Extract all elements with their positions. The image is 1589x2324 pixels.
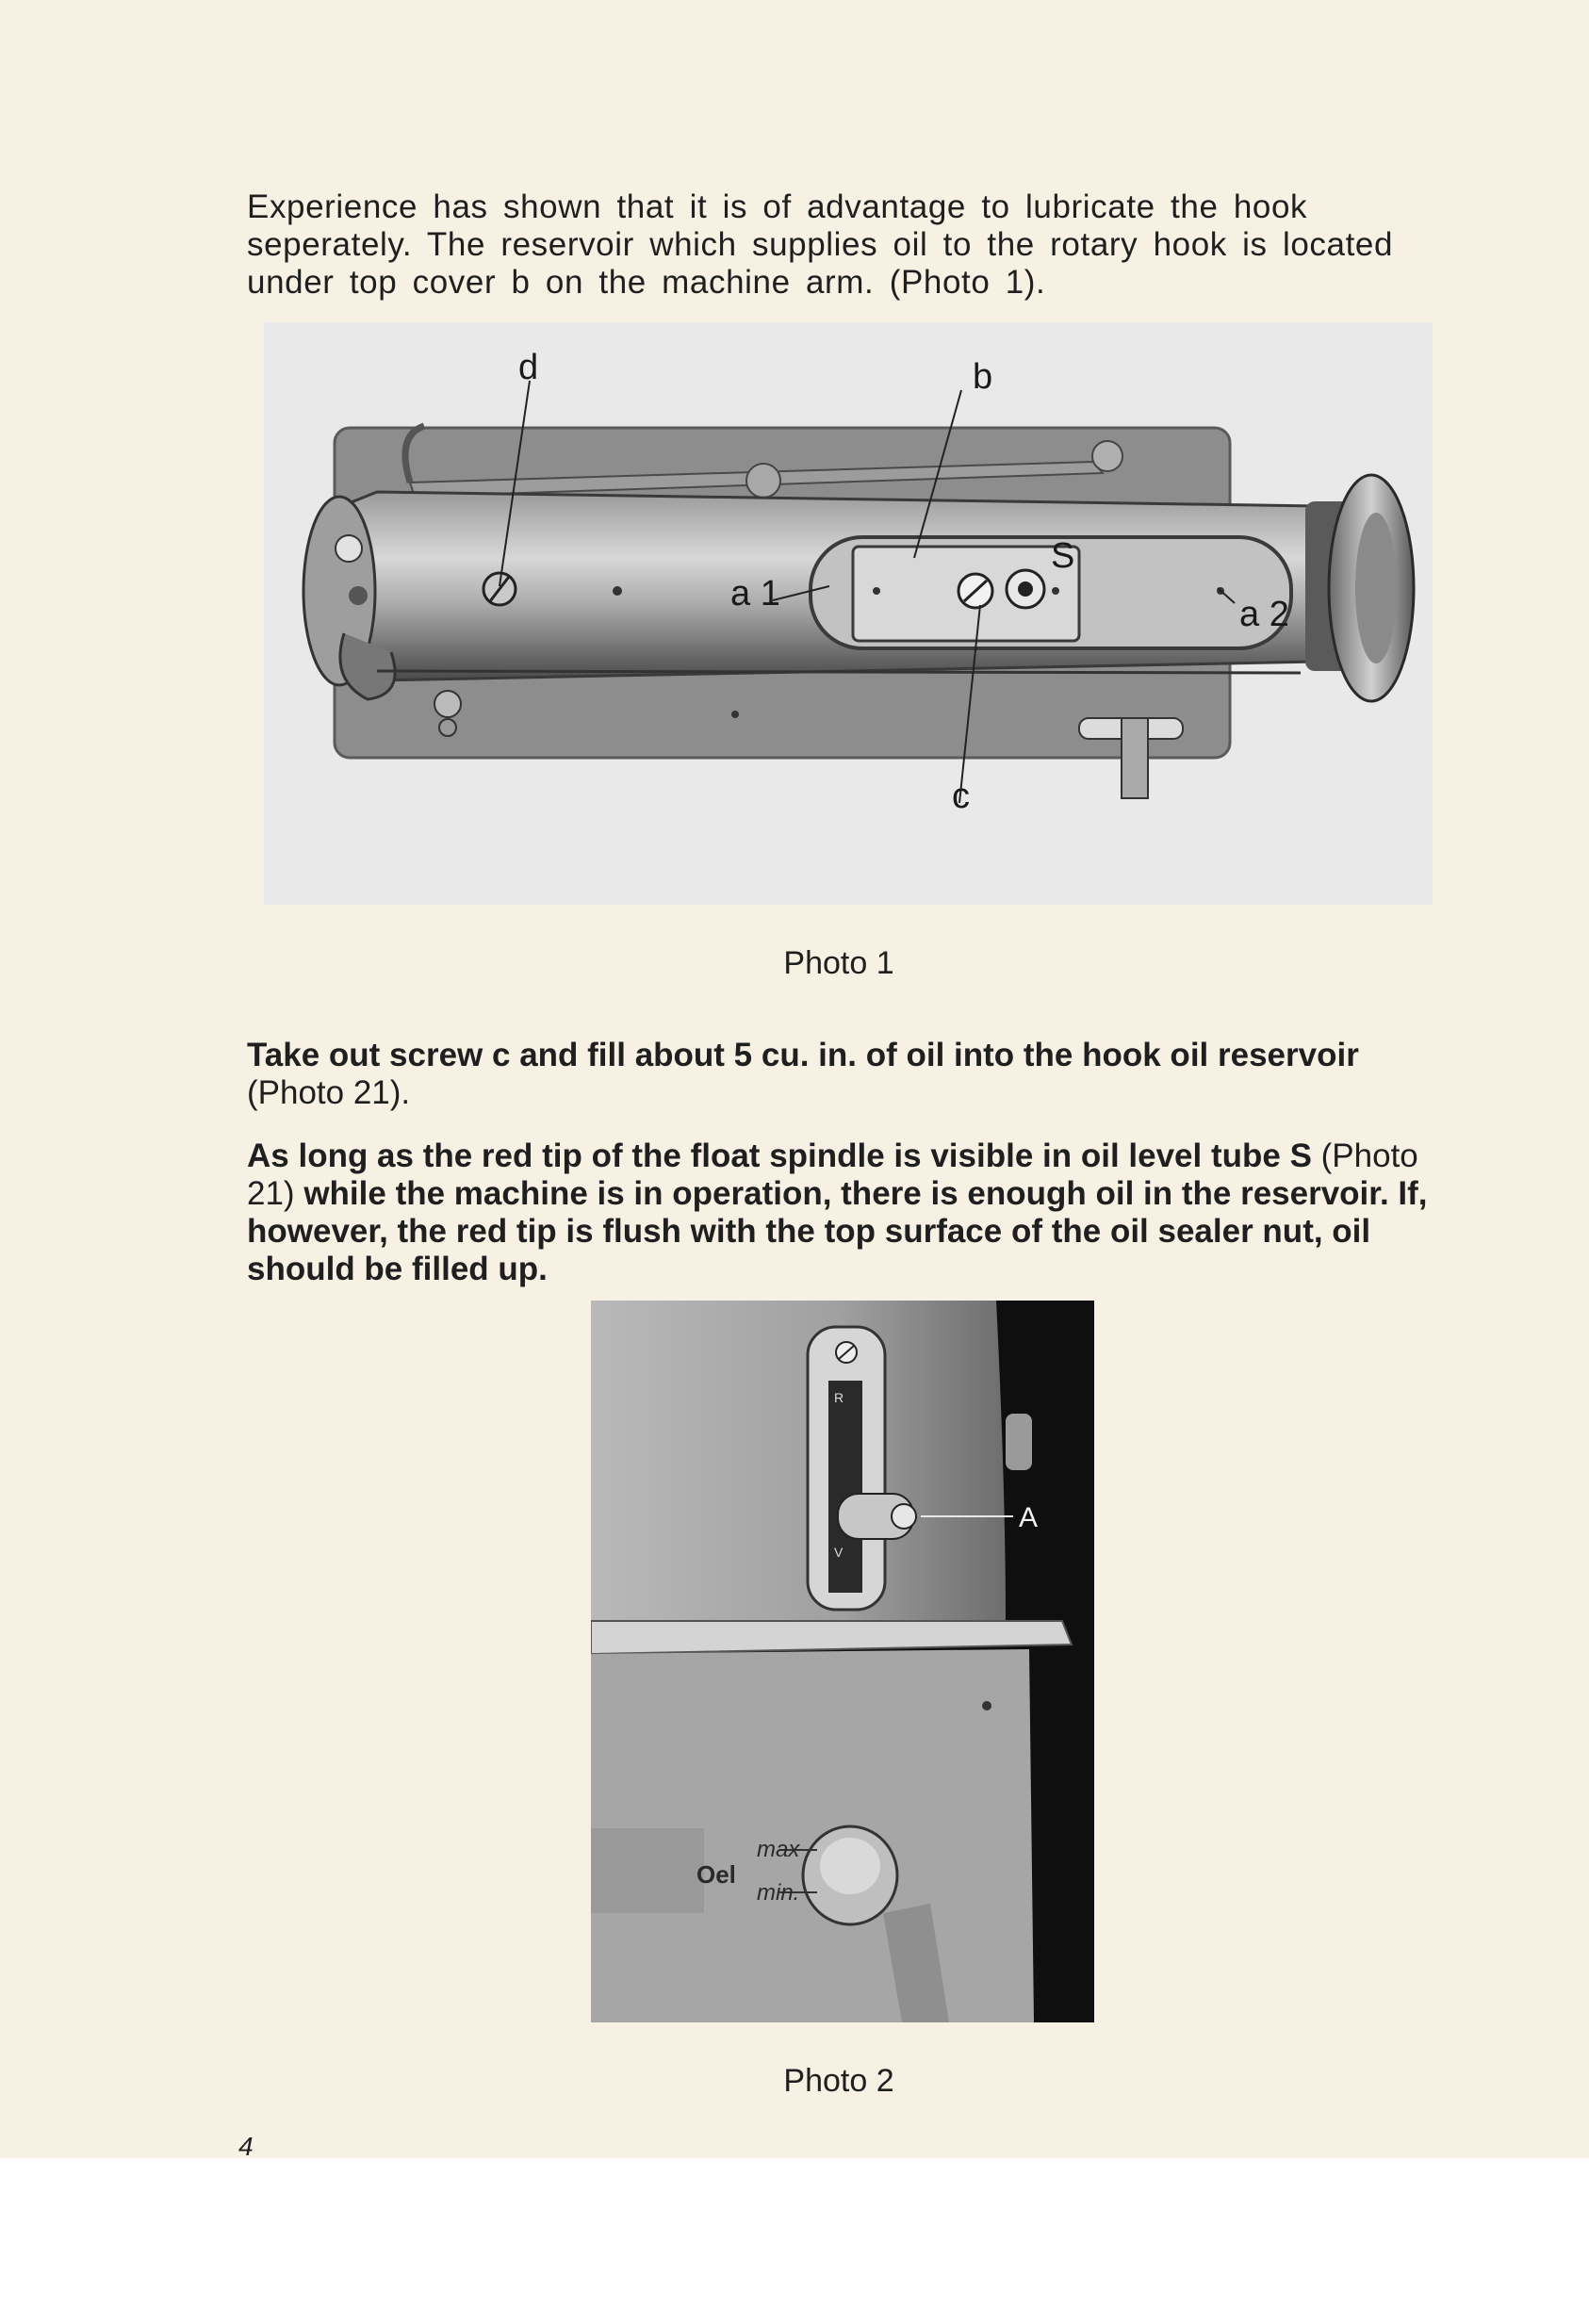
- photo-1-caption: Photo 1: [783, 945, 894, 981]
- photo-1-machine-top-view: [264, 322, 1433, 905]
- oil-level-text-b: while the machine is in operation, there is enough oil in the reservoir. If, however, the red tip is flush with the top surface of the oil sealer nut, oil should be filled up.: [247, 1175, 1428, 1287]
- photo1-label-c: c: [952, 777, 970, 816]
- photo2-label-max: max: [757, 1837, 800, 1862]
- photo2-label-r: R: [834, 1390, 844, 1405]
- photo2-label-oel: Oel: [696, 1860, 736, 1889]
- page-number: 4: [238, 2132, 254, 2161]
- photo-2-oil-level-tube: [591, 1301, 1094, 2022]
- photo1-label-a1: a 1: [730, 574, 780, 614]
- fill-oil-instruction: Take out screw c and fill about 5 cu. in. of oil into the hook oil reservoir: [247, 1037, 1359, 1073]
- photo-reference: (Photo 21): [247, 1137, 1418, 1212]
- paragraph-intro: Experience has shown that it is of advantage to lubricate the hook seperately. The reservoir which supplies oil to the rotary hook is located under top cover b on the machine arm. (Photo 1).: [247, 188, 1394, 301]
- photo2-label-min: min.: [757, 1880, 800, 1906]
- photo-reference: (Photo 21).: [247, 1074, 411, 1111]
- photo2-label-v: V: [834, 1545, 844, 1560]
- paragraph-oil-level: [247, 1137, 1444, 1288]
- photo1-label-s: S: [1051, 536, 1075, 576]
- photo-2-caption: Photo 2: [783, 2063, 894, 2099]
- photo1-label-d: d: [518, 348, 539, 387]
- photo1-label-a2: a 2: [1239, 595, 1289, 634]
- photo2-label-a: A: [1019, 1502, 1039, 1533]
- photo1-label-b: b: [973, 357, 993, 397]
- oil-level-text-a: As long as the red tip of the float spindle is visible in oil level tube S: [247, 1137, 1312, 1174]
- paragraph-fill-oil: [247, 1037, 1444, 1112]
